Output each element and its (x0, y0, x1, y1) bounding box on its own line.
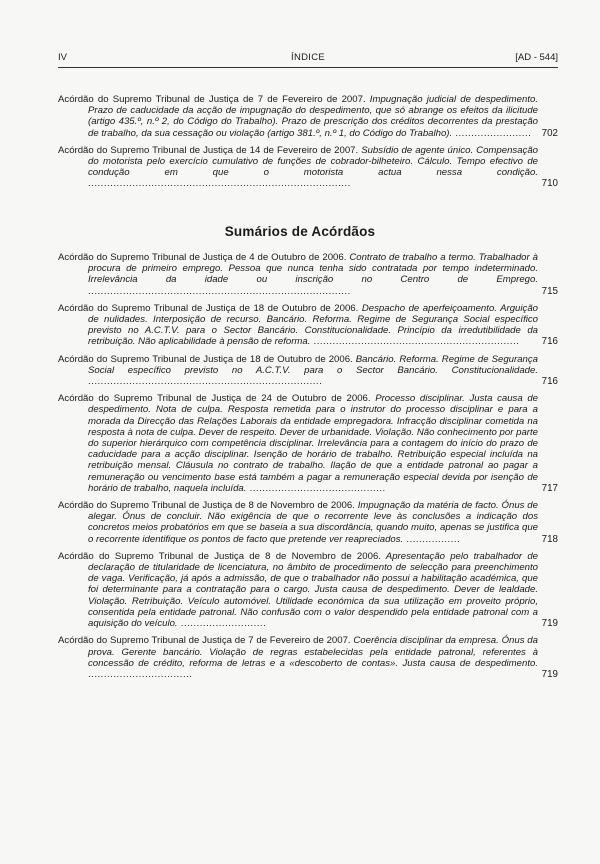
entry-text (58, 252, 538, 297)
header-rule (58, 67, 558, 68)
entry-subject: Contrato de trabalho a termo. Trabalhador à procura de primeiro emprego. Pessoa que nunca tenha sido contratada por tempo indeterminado. Irrelevância da idade ou inscrição no Centro de Emprego. (88, 252, 538, 286)
index-entry (58, 500, 558, 545)
entry-page-number: 719 (541, 618, 558, 630)
entry-page-number: 719 (541, 668, 558, 680)
entry-subject: Processo disciplinar. Justa causa de despedimento. Nota de culpa. Resposta remetida para o instrutor do processo disciplinar e para a morada da Direcção das Relações Laborais da entidade empregadora. Infracção disciplinar cometida na resposta à nota de culpa. Dever de respeito. Dever de urbanidade. Violação. Não conhecimento por parte do superior hierárquico com competência disciplinar. Irrelevância para a contagem do início do prazo de caducidade para a acção disciplinar. Isenção de horário de trabalho. Retribuição especial incluída na retribuição mensal. Cláusula no contrato de trabalho. Ilação de que a entidade patronal ao pagar a remuneração ou vencimento base está também a pagar a remuneração especial devida por isenção de horário de trabalho, naquela incluída. (88, 393, 538, 494)
index-entry (58, 94, 558, 139)
entry-page-number: 715 (541, 285, 558, 297)
entry-page-number: 717 (541, 482, 558, 494)
index-entry (58, 145, 558, 190)
dot-leader: ................................................................................... (88, 178, 351, 190)
dot-leader: ........................... (177, 618, 267, 630)
entry-subject: Impugnação da matéria de facto. Ónus de alegar. Ónus de concluir. Não exigência de que o recorrente leve às conclusões a indicação dos concretos meios probatórios em que se baseia a sua discordância, quando muito, apenas se justifica que o recorrente identifique os pontos de facto que pretende ver reapreciados. (88, 500, 538, 545)
dot-leader: ................................................................................... (88, 285, 351, 297)
top-index-list (58, 94, 558, 196)
entry-court-date: Acórdão do Supremo Tribunal de Justiça de 8 de Novembro de 2006. (58, 500, 355, 512)
running-header (58, 52, 558, 66)
header-title: ÍNDICE (291, 52, 325, 63)
entry-text (58, 635, 538, 680)
entry-page-number: 710 (541, 178, 558, 190)
entry-text (58, 500, 538, 545)
entry-subject: Apresentação pelo trabalhador de declaração de titularidade de licenciatura, no âmbito de procedimento de selecção para preenchimento de vaga. Verificação, já após a admissão, de que o trabalhador não possui a habilitação académica, que foi determinante para a contratação para o cargo. Justa causa de despedimento. Dever de lealdade. Violação. Retribuição. Veículo automóvel. Utilidade económica da sua utilização em proveito próprio, consentida pela entidade patronal. Não confusão com o valor despendido pela entidade patronal com a aquisição do veículo. (88, 550, 538, 630)
index-entry (58, 354, 558, 388)
entry-subject: Despacho de aperfeiçoamento. Arguição de nulidades. Interposição de recurso. Bancário. Reforma. Regime de Segurança Social específico previsto no A.C.T.V. para o Sector Bancário. Constitucionalidade. Princípio da irredutibilidade da retribuição. Não aplicabilidade à pensão de reforma. (88, 302, 538, 348)
entry-text (58, 551, 538, 629)
index-entry (58, 252, 558, 297)
entry-text (58, 145, 538, 190)
entry-subject: Subsídio de agente único. Compensação do motorista pelo exercício cumulativo de funções de cobrador-bilheteiro. Cálculo. Tempo efectivo de condução em que o motorista actua nessa condição. (88, 144, 539, 179)
entry-page-number: 702 (541, 127, 558, 139)
journal-reference: [AD - 544] (515, 52, 558, 63)
dot-leader: ................................. (88, 668, 193, 680)
index-entry (58, 551, 558, 629)
entry-court-date: Acórdão do Supremo Tribunal de Justiça de 4 de Outubro de 2006. (58, 252, 347, 263)
entry-page-number: 716 (541, 376, 558, 388)
entry-text (58, 303, 538, 348)
entry-subject: Coerência disciplinar da empresa. Ónus da prova. Gerente bancário. Violação de regras estabelecidas pela entidade patronal, referentes à concessão de crédito, reforma de letras e a «descoberto de contas». Justa causa de despedimento. (88, 635, 538, 669)
entry-text (58, 354, 538, 388)
entry-court-date: Acórdão do Supremo Tribunal de Justiça de 8 de Novembro de 2006. (58, 550, 381, 562)
entry-page-number: 718 (541, 533, 558, 545)
index-entry (58, 393, 558, 494)
index-entry (58, 635, 558, 680)
entry-court-date: Acórdão do Supremo Tribunal de Justiça de 14 de Fevereiro de 2007. (58, 144, 359, 156)
section-title: Sumários de Acórdãos (224, 224, 376, 239)
dot-leader: ................. (403, 533, 461, 545)
entry-text (58, 94, 538, 139)
entry-subject: Impugnação judicial de despedimento. Prazo de caducidade da acção de impugnação do despedimento, que só abrange os efeitos da ilicitude (artigo 435.º, n.º 2, do Código do Trabalho). Prazo de prescrição dos créditos decorrentes da prestação de trabalho, da sua cessação ou violação (artigo 381.º, n.º 1, do Código do Trabalho). (88, 94, 538, 139)
summaries-index-list (58, 252, 558, 686)
entry-court-date: Acórdão do Supremo Tribunal de Justiça de 18 de Outubro de 2006. (58, 302, 359, 314)
dot-leader: ................................................................. (310, 336, 520, 348)
entry-court-date: Acórdão do Supremo Tribunal de Justiça de 24 de Outubro de 2006. (58, 393, 371, 405)
entry-page-number: 716 (541, 336, 558, 348)
entry-court-date: Acórdão do Supremo Tribunal de Justiça de 7 de Fevereiro de 2007. (58, 94, 366, 105)
dot-leader: ........................ (452, 127, 532, 139)
dot-leader: .......................................................................... (88, 376, 323, 388)
index-entry (58, 303, 558, 348)
entry-subject: Bancário. Reforma. Regime de Segurança Social específico previsto no A.C.T.V. para o Sector Bancário. Constitucionalidade. (88, 353, 538, 376)
entry-court-date: Acórdão do Supremo Tribunal de Justiça de 18 de Outubro de 2006. (58, 353, 353, 365)
entry-text (58, 393, 538, 494)
dot-leader: ........................................... (246, 482, 386, 494)
entry-court-date: Acórdão do Supremo Tribunal de Justiça de 7 de Fevereiro de 2007. (58, 635, 351, 647)
page-number-roman: IV (58, 52, 67, 63)
